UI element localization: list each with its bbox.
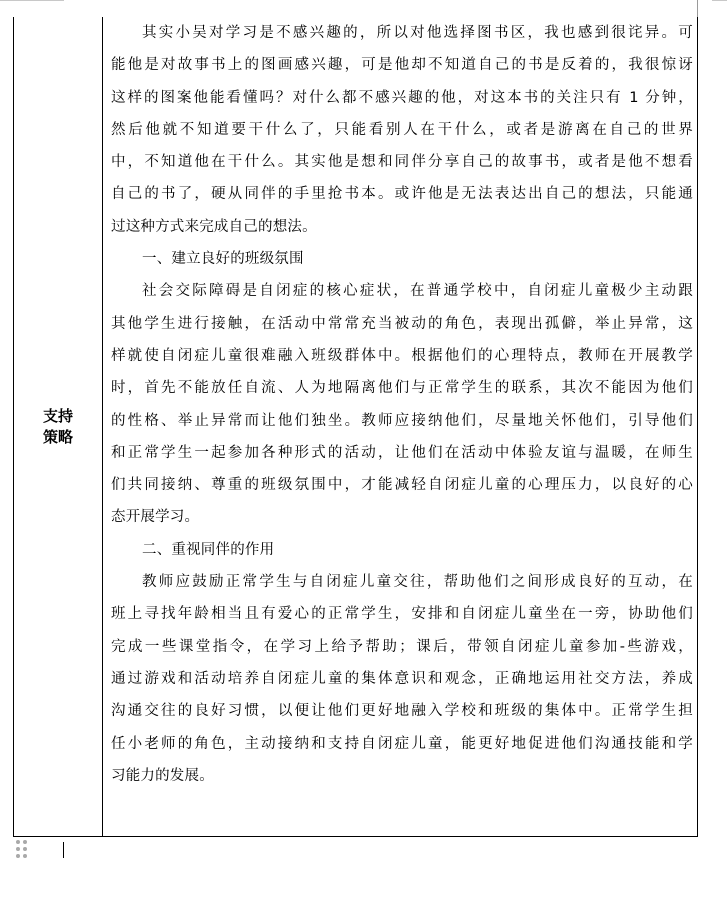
section-heading: 二、重视同伴的作用 <box>142 541 275 558</box>
row-label: 支持策略 <box>42 406 73 446</box>
text-line: 和正常学生一起参加各种形式的活动，让他们在活动中体验友谊与温暖，在师生 <box>111 444 693 461</box>
grip-dot <box>16 854 20 858</box>
text-line: 样就使自闭症儿童很难融入班级群体中。根据他们的心理特点，教师在开展教学 <box>111 347 693 364</box>
text-line: 班上寻找年龄相当且有爱心的正常学生，安排和自闭症儿童坐在一旁，协助他们 <box>111 606 693 623</box>
text-line: 然后他就不知道要干什么了，只能看别人在干什么，或者是游离在自己的世界 <box>111 121 693 138</box>
text-line: 沟通交往的良好习惯，以便让他们更好地融入学校和班级的集体中。正常学生担 <box>111 703 693 720</box>
text-line: 自己的书了，硬从同伴的手里抢书本。或许他是无法表达出自己的想法，只能通 <box>111 186 693 203</box>
text-line: 能他是对故事书上的图画感兴趣，可是他却不知道自己的书是反着的，我很惊讶 <box>111 57 693 74</box>
text-line: 通过游戏和活动培养自闭症儿童的集体意识和观念，正确地运用社交方法，养成 <box>111 670 693 687</box>
text-line: 其他学生进行接触，在活动中常常充当被动的角色，表现出孤僻，举止异常，这 <box>111 315 693 332</box>
label-cell[interactable] <box>14 17 102 836</box>
text-line: 其实小吴对学习是不感兴趣的，所以对他选择图书区，我也感到很诧异。可 <box>142 25 693 41</box>
text-line: 态开展学习。 <box>111 509 200 526</box>
text-line: 完成一些课堂指令，在学习上给予帮助；课后，带领自闭症儿童参加-些游戏， <box>111 638 693 655</box>
text-line: 时，首先不能放任自流、人为地隔离他们与正常学生的联系，其次不能因为他们 <box>111 380 693 397</box>
text-line: 的性格、举止异常而让他们独坐。教师应接纳他们，尽量地关怀他们，引导他们 <box>111 412 693 429</box>
text-line: 任小老师的角色，主动接纳和支持自闭症儿童，能更好地促进他们沟通技能和学 <box>111 735 693 752</box>
page-edge-marker <box>697 0 698 17</box>
content-cell[interactable] <box>111 17 693 792</box>
grip-dot <box>23 854 27 858</box>
text-line: 这样的图案他能看懂吗？对什么都不感兴趣的他，对这本书的关注只有 1 分钟， <box>111 89 693 106</box>
column-divider <box>102 17 103 836</box>
text-line: 教师应鼓励正常学生与自闭症儿童交往，帮助他们之间形成良好的互动，在 <box>142 574 693 591</box>
grip-dot <box>16 840 20 844</box>
section-heading: 一、建立良好的班级氛围 <box>142 251 304 268</box>
strategy-table <box>13 17 698 837</box>
text-cursor <box>63 842 64 858</box>
grip-dot <box>23 847 27 851</box>
table-move-handle-icon[interactable] <box>16 840 28 860</box>
text-line: 们共同接纳、尊重的班级氛围中，才能减轻自闭症儿童的心理压力，以良好的心 <box>111 477 693 494</box>
grip-dot <box>16 847 20 851</box>
page-top-boundary-left <box>0 0 64 1</box>
text-line: 习能力的发展。 <box>111 767 214 784</box>
text-line: 社会交际障碍是自闭症的核心症状，在普通学校中，自闭症儿童极少主动跟 <box>142 283 693 300</box>
page-top-boundary-right <box>712 0 727 1</box>
grip-dot <box>23 840 27 844</box>
text-line: 中，不知道他在干什么。其实他是想和同伴分享自己的故事书，或者是他不想看 <box>111 154 693 171</box>
text-line: 过这种方式来完成自己的想法。 <box>111 218 317 235</box>
